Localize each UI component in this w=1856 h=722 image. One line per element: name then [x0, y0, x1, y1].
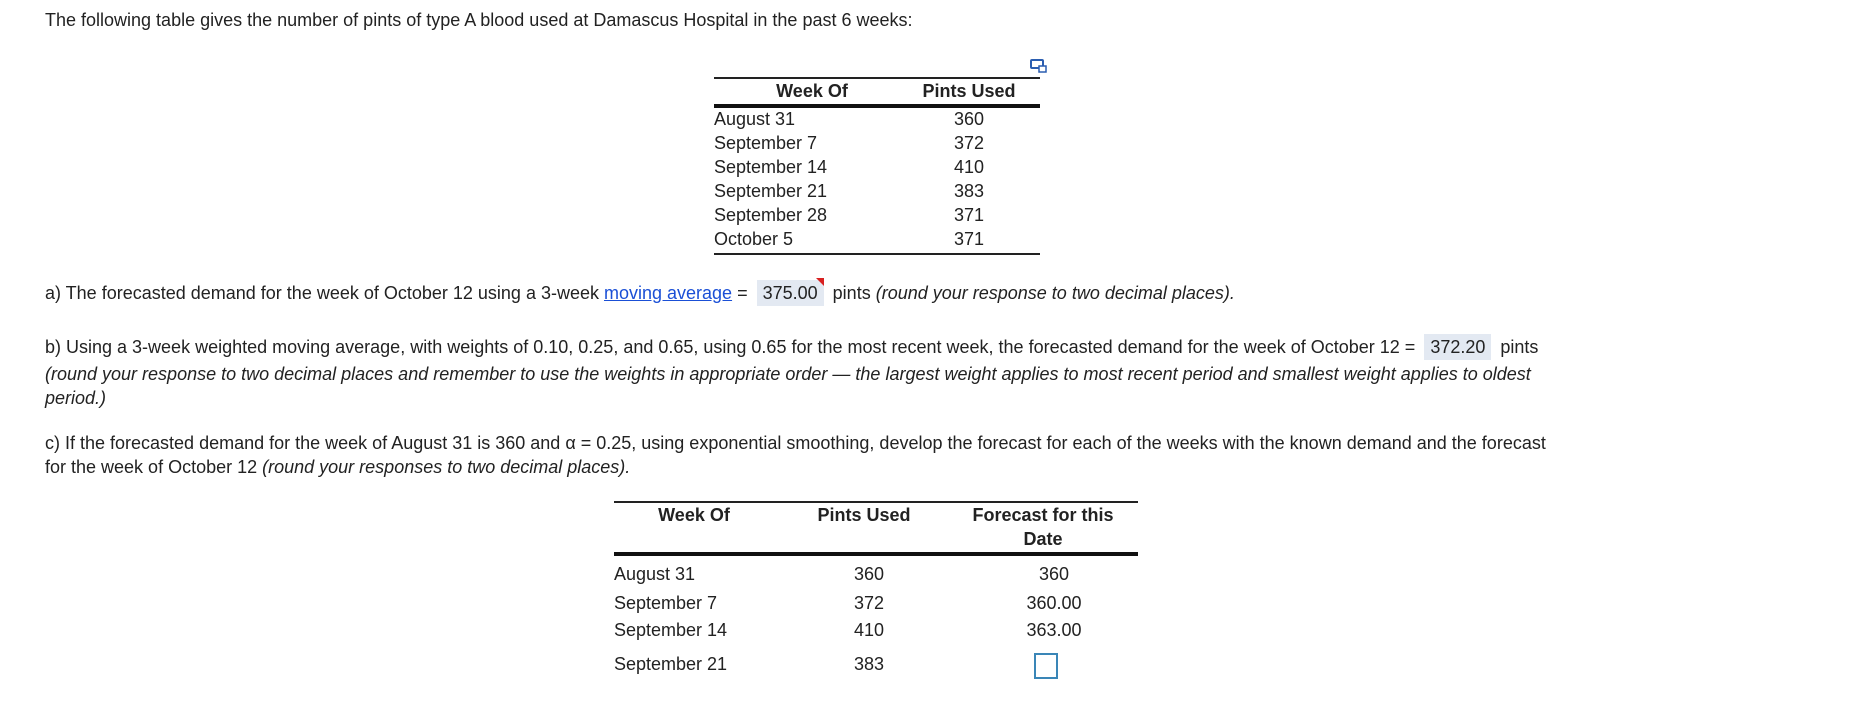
answer-b-field[interactable]: [1424, 334, 1491, 360]
moving-average-link[interactable]: moving average: [603, 283, 733, 303]
answer-flag-icon: [816, 278, 824, 286]
question-a: [45, 280, 1235, 306]
question-a-text: a) The forecasted demand for the week of October 12 using a 3-week: [45, 283, 604, 303]
column-header-forecast: Forecast for this: [972, 505, 1114, 525]
week-cell: September 14: [614, 620, 728, 640]
pints-cell: 410: [853, 620, 885, 640]
table-rule-bottom: [714, 253, 1040, 255]
pints-cell: 371: [953, 229, 985, 249]
table-rule-header: [614, 552, 1138, 556]
question-b-text: b) Using a 3-week weighted moving average, with weights of 0.10, 0.25, and 0.65, using 0.65 for the most recent week, the forecasted demand for the week of October 12 =: [45, 337, 1416, 357]
problem-intro: The following table gives the number of pints of type A blood used at Damascus Hospital in the past 6 weeks:: [45, 10, 913, 30]
question-b-note-end: period.): [45, 388, 107, 408]
pints-cell: 383: [853, 654, 885, 674]
exponential-smoothing-table: [614, 501, 1138, 701]
column-header-week-of: Week Of: [658, 505, 730, 525]
forecast-cell: 360.00: [1026, 593, 1082, 613]
table-row: [714, 227, 1040, 251]
column-header-forecast-date: Date: [1023, 529, 1063, 549]
table-row: [614, 617, 1138, 643]
pints-cell: 360: [953, 109, 985, 129]
table-row: [714, 203, 1040, 227]
question-a-note: (round your response to two decimal places).: [875, 283, 1235, 303]
question-c-note: (round your responses to two decimal places).: [262, 457, 631, 477]
forecast-cell: 360: [1038, 564, 1070, 584]
pints-cell: 372: [953, 133, 985, 153]
week-cell: September 28: [714, 205, 828, 225]
week-cell: August 31: [614, 564, 696, 584]
question-c-line2: [45, 456, 630, 478]
column-header-week-of: Week Of: [776, 81, 848, 101]
pints-cell: 371: [953, 205, 985, 225]
pints-cell: 383: [953, 181, 985, 201]
pints-cell: 372: [853, 593, 885, 613]
week-cell: September 14: [714, 157, 828, 177]
question-c: c) If the forecasted demand for the week of August 31 is 360 and α = 0.25, using exponential smoothing, develop the forecast for each of the weeks with the known demand and the forecast: [45, 433, 1546, 453]
pints-cell: 410: [953, 157, 985, 177]
table-row: [614, 561, 1138, 587]
table-row: [614, 651, 1138, 677]
week-cell: September 21: [714, 181, 828, 201]
forecast-input-september-21[interactable]: [1034, 653, 1058, 679]
table-row: [714, 179, 1040, 203]
table-row: [714, 107, 1040, 131]
question-b-unit: pints: [1500, 337, 1539, 357]
table-row: [714, 155, 1040, 179]
week-cell: August 31: [714, 109, 796, 129]
table-row: [614, 590, 1138, 616]
expand-table-icon[interactable]: [1030, 58, 1048, 74]
week-cell: September 21: [614, 654, 728, 674]
question-c-text: for the week of October 12: [45, 457, 263, 477]
question-b: [45, 334, 1538, 360]
forecast-cell: 363.00: [1026, 620, 1082, 640]
week-cell: October 5: [714, 229, 794, 249]
column-header-pints-used: Pints Used: [817, 505, 911, 525]
answer-a-field[interactable]: [757, 280, 824, 306]
column-header-pints-used: Pints Used: [922, 81, 1016, 101]
question-a-equals: =: [732, 283, 748, 303]
pints-cell: 360: [853, 564, 885, 584]
table-row: [714, 131, 1040, 155]
week-cell: September 7: [614, 593, 718, 613]
question-b-note: (round your response to two decimal places and remember to use the weights in appropriate order — the largest weight applies to most recent period and smallest weight applies to oldest: [45, 364, 1531, 384]
answer-b-value: 372.20: [1430, 337, 1486, 357]
answer-a-value: 375.00: [762, 283, 818, 303]
question-a-unit: pints: [832, 283, 876, 303]
week-cell: September 7: [714, 133, 818, 153]
